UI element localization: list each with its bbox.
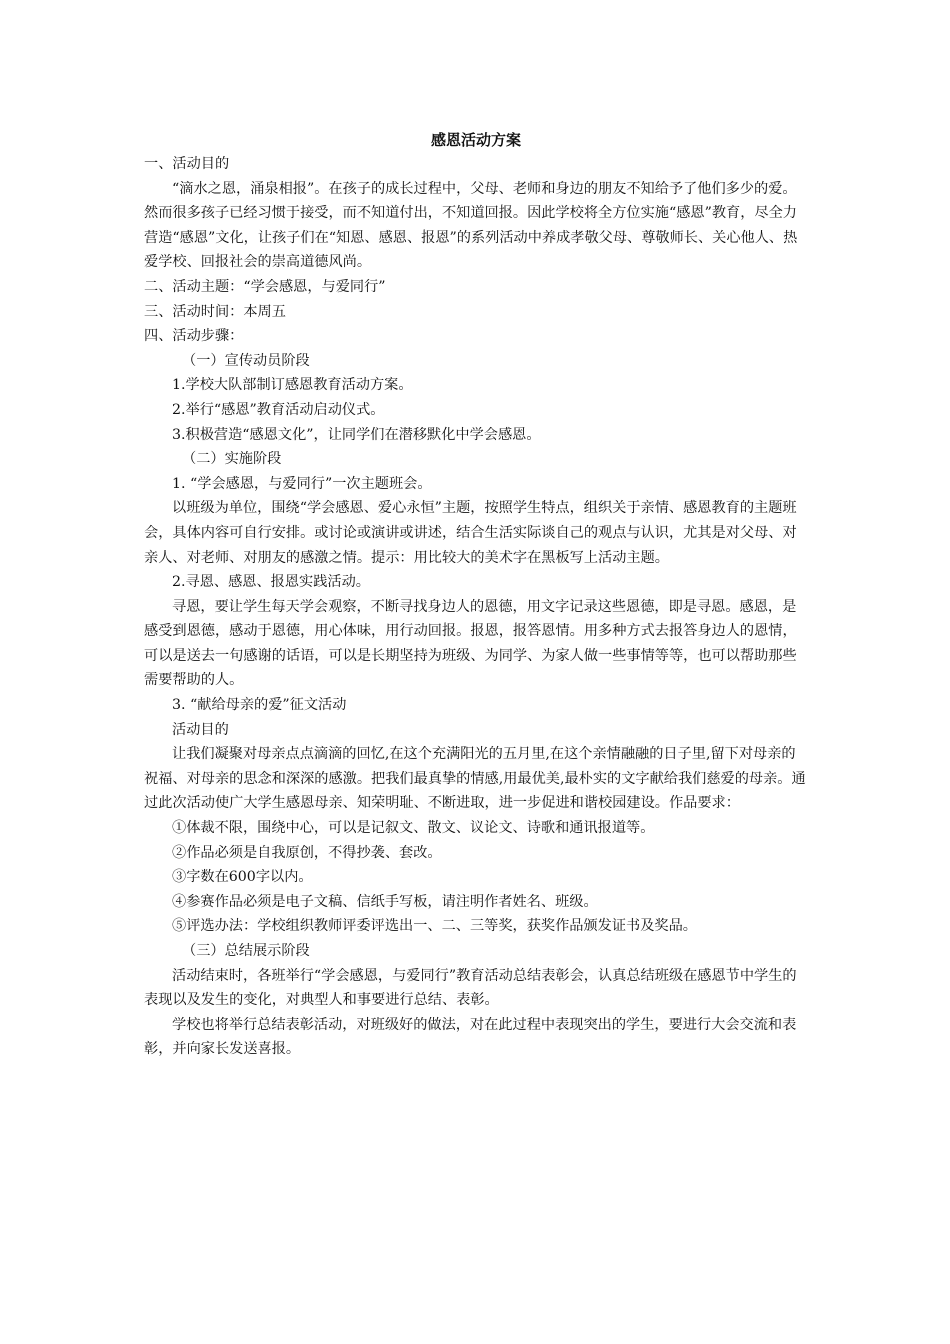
list-item: 2.举行“感恩”教育活动启动仪式。 xyxy=(172,401,385,418)
requirement-item: ②作品必须是自我原创，不得抄袭、套改。 xyxy=(172,844,442,861)
paragraph-summary-school: 学校也将举行总结表彰活动，对班级好的做法，对在此过程中表现突出的学生，要进行大会交流和表彰，并向家长发送喜报。 xyxy=(144,1016,797,1058)
requirement-item: ⑤评选办法：学校组织教师评委评选出一、二、三等奖，获奖作品颁发证书及奖品。 xyxy=(172,918,697,935)
paragraph-gratitude-practice: 寻恩，要让学生每天学会观察，不断寻找身边人的恩德，用文字记录这些恩德，即是寻恩。感恩，是感受到恩德，感动于恩德，用心体味，用行动回报。报恩，报答恩情。用多种方式去报答身边人的恩情，可以是送去一句感谢的话语，可以是长期坚持为班级、为同学、为家人做一些事情等等，也可以帮助那些需要帮助的人。 xyxy=(144,598,797,689)
stage-heading-publicity: （一）宣传动员阶段 xyxy=(182,352,310,369)
requirement-item: ③字数在600字以内。 xyxy=(172,869,313,886)
section-heading-purpose: 一、活动目的 xyxy=(144,156,230,172)
requirement-item: ①体裁不限，围绕中心，可以是记叙文、散文、议论文、诗歌和通讯报道等。 xyxy=(172,820,655,837)
stage-heading-implementation: （二）实施阶段 xyxy=(182,451,282,468)
section-heading-theme: 二、活动主题：“学会感恩，与爱同行” xyxy=(144,278,386,295)
requirement-item: ④参赛作品必须是电子文稿、信纸手写板，请注明作者姓名、班级。 xyxy=(172,893,598,910)
list-item: 1.学校大队部制订感恩教育活动方案。 xyxy=(172,377,413,394)
paragraph-summary-class: 活动结束时，各班举行“学会感恩，与爱同行”教育活动总结表彰会，认真总结班级在感恩节中学生的表现以及发生的变化，对典型人和事要进行总结、表彰。 xyxy=(144,967,797,1009)
list-item: 1. “学会感恩，与爱同行”一次主题班会。 xyxy=(172,475,432,492)
paragraph-class-meeting: 以班级为单位，围绕“学会感恩、爱心永恒”主题，按照学生特点，组织关于亲情、感恩教育的主题班会，具体内容可自行安排。或讨论或演讲或讲述，结合生活实际谈自己的观点与认识，尤其是对父母、对亲人、对老师、对朋友的感激之情。提示：用比较大的美术字在黑板写上活动主题。 xyxy=(144,500,797,566)
section-heading-time: 三、活动时间：本周五 xyxy=(144,303,286,320)
list-item: 2.寻恩、感恩、报恩实践活动。 xyxy=(172,574,370,591)
list-item: 3.积极营造“感恩文化”，让同学们在潜移默化中学会感恩。 xyxy=(172,426,541,443)
section-heading-steps: 四、活动步骤： xyxy=(144,328,244,345)
list-item: 3. “献给母亲的爱”征文活动 xyxy=(172,697,347,714)
document-title: 感恩活动方案 xyxy=(430,131,521,149)
stage-heading-summary: （三）总结展示阶段 xyxy=(182,943,310,959)
document-page xyxy=(144,128,808,1062)
paragraph-essay-contest: 让我们凝聚对母亲点点滴滴的回忆,在这个充满阳光的五月里,在这个亲情融融的日子里,留下对母亲的祝福、对母亲的思念和深深的感激。把我们最真挚的情感,用最优美,最朴实的文字献给我们慈爱的母亲。通过此次活动使广大学生感恩母亲、知荣明耻、不断进取，进一步促进和谐校园建设。作品要求： xyxy=(144,746,806,812)
subheading-activity-purpose: 活动目的 xyxy=(172,721,229,738)
paragraph-purpose: “滴水之恩，涌泉相报”。在孩子的成长过程中，父母、老师和身边的朋友不知给予了他们多少的爱。然而很多孩子已经习惯于接受，而不知道付出，不知道回报。因此学校将全方位实施“感恩”教育，尽全力营造“感恩”文化，让孩子们在“知恩、感恩、报恩”的系列活动中养成孝敬父母、尊敬师长、关心他人、热爱学校、回报社会的崇高道德风尚。 xyxy=(144,180,798,271)
